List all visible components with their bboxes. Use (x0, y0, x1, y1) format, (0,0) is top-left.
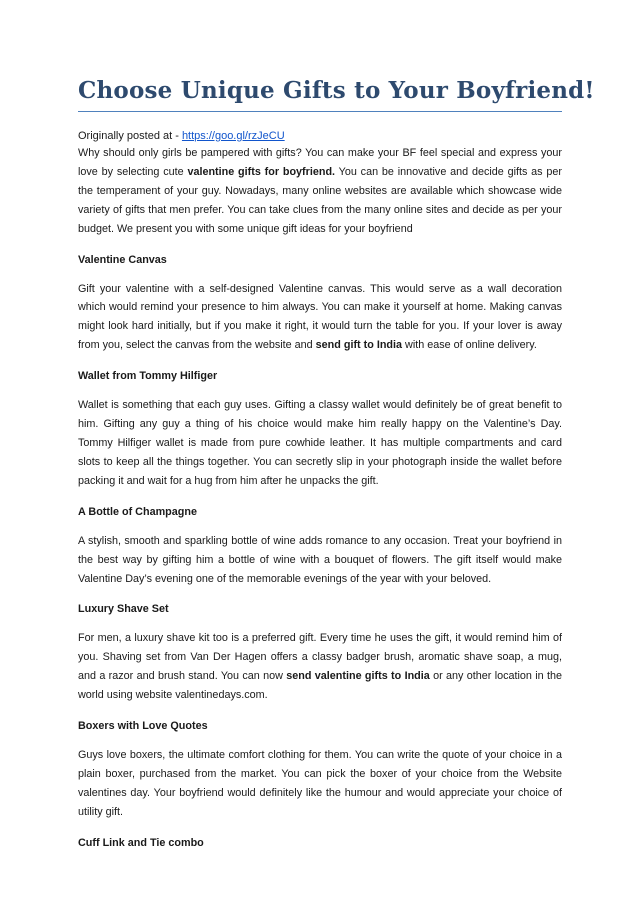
section-paragraph-valentine-canvas (78, 280, 562, 356)
shave-text-2: or any other location in the world using website valentinedays.com. (78, 670, 562, 702)
section-heading-shave-set: Luxury Shave Set (78, 603, 169, 616)
canvas-text-1: Gift your valentine with a self-designed Valentine canvas. This would serve as a wall decoration which would remind your presence to him always. You can make it yourself at home. Making canvas might look hard initially, but if you make it right, it would turn the table for you. If your lover is away from you, select the canvas from the website and (78, 282, 562, 352)
document-content (78, 76, 595, 863)
section-heading-champagne: A Bottle of Champagne (78, 505, 197, 518)
intro-text-2: You can be innovative and decide gifts as per the temperament of your guy. Nowadays, many online websites are available which showcase wide variety of gifts that men prefer. You can take clues from the many online sites and decide as per your budget. We present you with some unique gift ideas for your boyfriend (78, 165, 562, 235)
page-title: Choose Unique Gifts to Your Boyfriend! (78, 76, 562, 112)
section-paragraph-wallet: Wallet is something that each guy uses. Gifting a classy wallet would definitely be of great benefit to him. Gifting any guy a thing of his choice would make him really happy on the Valentine’s Day. Tommy Hilfiger wallet is made from pure cowhide leather. It has multiple compartments and card slots to keep all the things together. You can secretly slip in your photograph inside the wallet before packing it and wait for a hug from him after he unpacks the gift. (78, 399, 562, 487)
intro-bold-keyword: valentine gifts for boyfriend. (187, 165, 336, 178)
shave-bold-keyword: send valentine gifts to India (286, 670, 430, 683)
posted-prefix: Originally posted at - (78, 130, 182, 142)
section-heading-boxers: Boxers with Love Quotes (78, 720, 208, 733)
section-paragraph-boxers: Guys love boxers, the ultimate comfort clothing for them. You can write the quote of your choice in a plain boxer, purchased from the market. You can pick the boxer of your choice from the Website valentines day. Your boyfriend would definitely like the humour and would appreciate your choice of utility gift. (78, 749, 562, 818)
section-heading-cuff-link: Cuff Link and Tie combo (78, 836, 204, 849)
intro-text-1: Why should only girls be pampered with gifts? You can make your BF feel special and express your love by selecting cute (78, 147, 562, 178)
section-heading-valentine-canvas: Valentine Canvas (78, 253, 167, 266)
posted-line (78, 128, 562, 144)
intro-paragraph (78, 144, 562, 239)
section-paragraph-champagne: A stylish, smooth and sparkling bottle of wine adds romance to any occasion. Treat your boyfriend in the best way by gifting him a bottle of wine with a bouquet of flowers. The gift itself would make Valentine Day’s evening one of the memorable evenings of the year with your beloved. (78, 534, 562, 585)
canvas-text-2: with ease of online delivery. (402, 339, 537, 352)
section-paragraph-shave-set (78, 629, 562, 705)
source-link[interactable]: https://goo.gl/rzJeCU (181, 130, 285, 142)
section-heading-wallet: Wallet from Tommy Hilfiger (78, 370, 218, 383)
shave-text-1: For men, a luxury shave kit too is a preferred gift. Every time he uses the gift, it would remind him of you. Shaving set from Van Der Hagen offers a classy badger brush, aromatic shave soap, a mug, and a razor and brush stand. You can now (78, 632, 562, 683)
canvas-bold-keyword: send gift to India (315, 339, 403, 352)
